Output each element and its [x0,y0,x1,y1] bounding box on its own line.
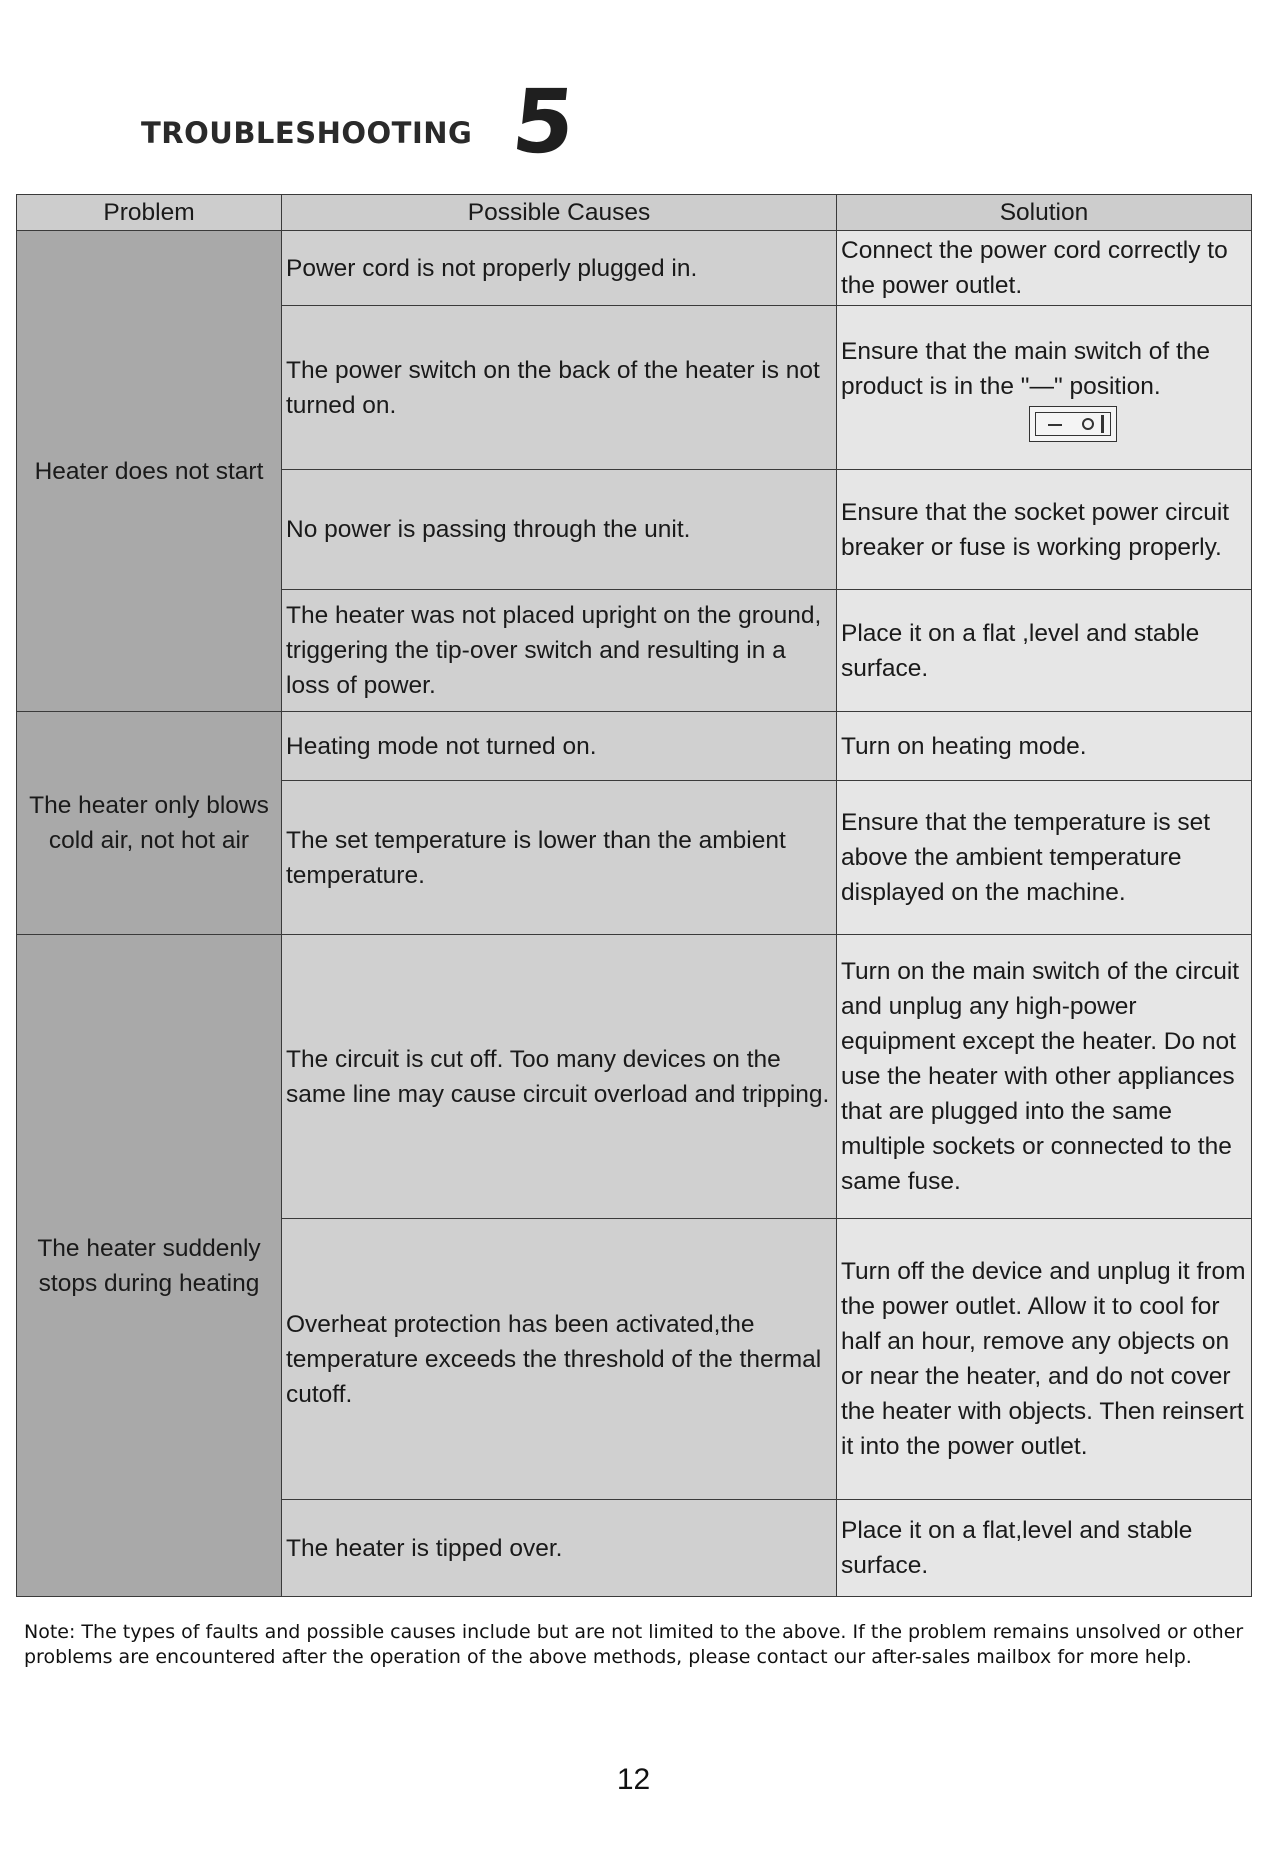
problem-cell: The heater only blows cold air, not hot air [17,712,282,935]
troubleshooting-table [16,194,1252,1597]
cause-cell: The power switch on the back of the heater is not turned on. [282,306,837,470]
cause-cell: The circuit is cut off. Too many devices on the same line may cause circuit overload and tripping. [282,935,837,1219]
solution-cell: Ensure that the socket power circuit breaker or fuse is working properly. [837,470,1252,590]
cause-cell: Overheat protection has been activated,the temperature exceeds the threshold of the thermal cutoff. [282,1219,837,1500]
cause-cell: No power is passing through the unit. [282,470,837,590]
header-solution: Solution [837,195,1252,231]
solution-cell: Turn off the device and unplug it from the power outlet. Allow it to cool for half an hour, remove any objects on or near the heater, and do not cover the heater with objects. Then reinsert it into the power outlet. [837,1219,1252,1500]
table-row [17,231,1252,306]
solution-cell: Turn on heating mode. [837,712,1252,781]
table-row [17,712,1252,781]
solution-cell: Turn on the main switch of the circuit and unplug any high-power equipment except the heater. Do not use the heater with other appliances that are plugged into the same multiple sockets or connected to the same fuse. [837,935,1252,1219]
solution-cell [837,306,1252,470]
problem-cell: The heater suddenly stops during heating [17,935,282,1597]
cause-cell: The heater was not placed upright on the ground, triggering the tip-over switch and resulting in a loss of power. [282,590,837,712]
rocker-switch-icon [1029,406,1117,442]
solution-text: Ensure that the main switch of the product is in the "—" position. [841,337,1211,400]
solution-cell: Place it on a flat ,level and stable surface. [837,590,1252,712]
table-row [17,935,1252,1219]
solution-cell: Connect the power cord correctly to the power outlet. [837,231,1252,306]
header-problem: Problem [17,195,282,231]
section-title: TROUBLESHOOTING [141,116,473,150]
problem-cell: Heater does not start [17,231,282,712]
footnote: Note: The types of faults and possible causes include but are not limited to the above. If the problem remains unsolved or other problems are encountered after the operation of the above methods, please contact our after-sales mailbox for more help. [24,1621,1244,1668]
cause-cell: Heating mode not turned on. [282,712,837,781]
solution-cell: Ensure that the temperature is set above the ambient temperature displayed on the machine. [837,781,1252,935]
header-possible-causes: Possible Causes [282,195,837,231]
solution-cell: Place it on a flat,level and stable surface. [837,1500,1252,1597]
cause-cell: The heater is tipped over. [282,1500,837,1597]
cause-cell: The set temperature is lower than the ambient temperature. [282,781,837,935]
table-header-row [17,195,1252,231]
section-number: 5 [507,70,580,173]
page-number: 12 [616,1763,651,1796]
cause-cell: Power cord is not properly plugged in. [282,231,837,306]
